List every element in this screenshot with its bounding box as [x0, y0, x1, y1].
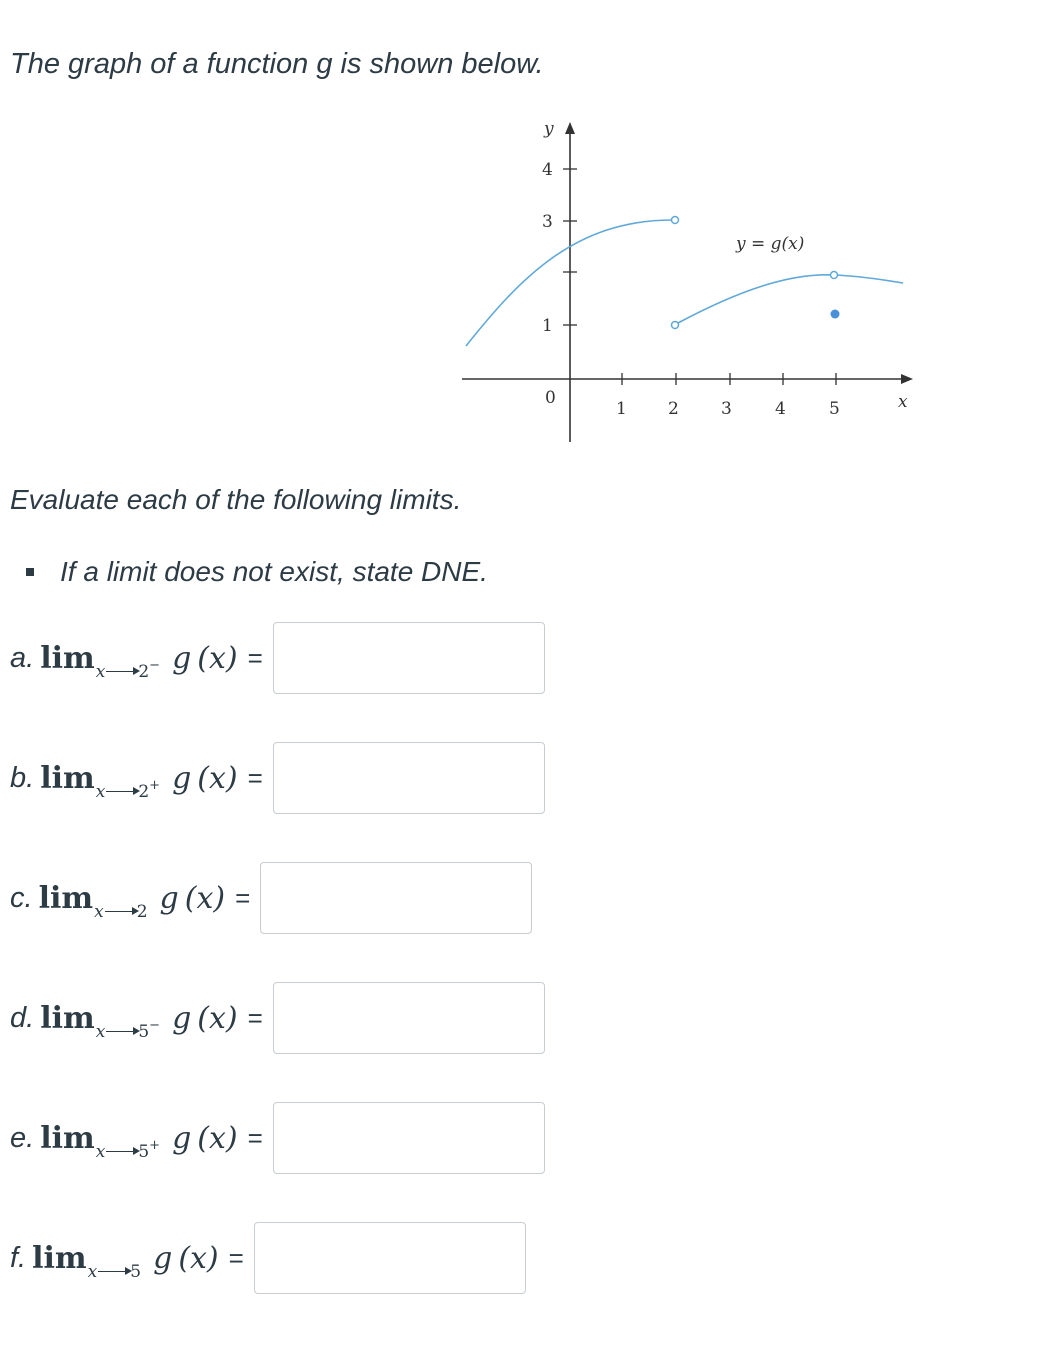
- function-argument: (x): [178, 1240, 219, 1276]
- curve-left-piece: [466, 220, 672, 346]
- limit-expression: [40, 760, 238, 802]
- answer-input-f[interactable]: [254, 1222, 526, 1294]
- limit-variable: x: [95, 1021, 106, 1042]
- limit-side: +: [149, 777, 161, 793]
- lim-word: lim: [40, 1120, 95, 1156]
- limit-variable: x: [87, 1261, 98, 1282]
- lim-word: lim: [40, 1000, 95, 1036]
- lim-word: lim: [32, 1240, 87, 1276]
- arrow-icon: [106, 1151, 138, 1152]
- x-tick-label-2: 2: [668, 399, 679, 419]
- x-tick-label-4: 4: [775, 399, 786, 419]
- intro-text: The graph of a function g is shown below.: [10, 48, 544, 80]
- limit-subscript: [95, 777, 161, 802]
- x-tick-label-1: 1: [616, 399, 627, 419]
- lim-word: lim: [40, 760, 95, 796]
- y-axis-label: y: [544, 119, 554, 139]
- answer-input-c[interactable]: [260, 862, 532, 934]
- question-a: [10, 622, 545, 694]
- question-letter: a.: [10, 641, 35, 674]
- limit-side: −: [149, 1017, 161, 1033]
- y-axis-arrow: [565, 122, 575, 134]
- limit-variable: x: [95, 781, 106, 802]
- equals-sign: =: [247, 762, 263, 793]
- y-tick-label-4: 4: [542, 160, 553, 180]
- curve-label: y = g(x): [736, 234, 805, 254]
- limit-target: 2: [136, 901, 148, 922]
- limit-target: 2: [138, 661, 150, 682]
- question-letter: b.: [10, 761, 35, 794]
- y-tick-label-3: 3: [542, 212, 553, 232]
- function-argument: (x): [197, 1120, 238, 1156]
- question-f: [10, 1222, 526, 1294]
- limit-expression: [38, 880, 226, 922]
- function-argument: (x): [197, 760, 238, 796]
- question-letter: c.: [10, 881, 33, 914]
- limit-expression: [40, 640, 238, 682]
- limit-target: 2: [138, 781, 150, 802]
- limit-side: +: [149, 1137, 161, 1153]
- function-name: g: [172, 760, 192, 796]
- open-point-2-3: [672, 217, 679, 224]
- bullet-square-icon: [26, 568, 34, 576]
- equals-sign: =: [228, 1242, 244, 1273]
- limit-subscript: [88, 1262, 141, 1282]
- arrow-icon: [106, 791, 138, 792]
- arrow-icon: [106, 671, 138, 672]
- function-graph: [455, 115, 915, 450]
- limit-expression: [32, 1240, 219, 1282]
- x-axis-label: x: [898, 392, 908, 412]
- question-e: [10, 1102, 545, 1174]
- arrow-icon: [105, 911, 137, 912]
- function-argument: (x): [197, 640, 238, 676]
- y-tick-label-0: 0: [545, 388, 556, 408]
- y-tick-label-1: 1: [542, 316, 553, 336]
- x-axis-arrow: [901, 374, 913, 384]
- question-letter: e.: [10, 1121, 35, 1154]
- question-b: [10, 742, 545, 814]
- closed-point-5: [831, 310, 840, 319]
- limit-subscript: [95, 1017, 161, 1042]
- question-d: [10, 982, 545, 1054]
- limit-target: 5: [130, 1261, 142, 1282]
- question-c: [10, 862, 532, 934]
- limit-subscript: [95, 657, 161, 682]
- x-tick-label-5: 5: [829, 399, 840, 419]
- instructions-heading: Evaluate each of the following limits.: [10, 484, 462, 515]
- answer-input-b[interactable]: [273, 742, 545, 814]
- arrow-icon: [106, 1031, 138, 1032]
- instructions-bullet: [26, 556, 488, 588]
- limit-side: −: [149, 657, 161, 673]
- equals-sign: =: [247, 1002, 263, 1033]
- limit-expression: [40, 1000, 238, 1042]
- question-letter: d.: [10, 1001, 35, 1034]
- x-tick-label-3: 3: [721, 399, 732, 419]
- limit-variable: x: [95, 1141, 106, 1162]
- answer-input-a[interactable]: [273, 622, 545, 694]
- curve-right-piece: [678, 275, 903, 323]
- open-point-5: [831, 272, 838, 279]
- function-name: g: [172, 1000, 192, 1036]
- limit-variable: x: [95, 661, 106, 682]
- limit-target: 5: [138, 1021, 150, 1042]
- function-argument: (x): [184, 880, 226, 916]
- arrow-icon: [98, 1271, 130, 1272]
- equals-sign: =: [247, 642, 263, 673]
- bullet-text: If a limit does not exist, state DNE.: [60, 556, 488, 587]
- function-name: g: [153, 1240, 173, 1276]
- limit-subscript: [95, 1137, 161, 1162]
- limit-expression: [40, 1120, 238, 1162]
- limit-target: 5: [138, 1141, 150, 1162]
- function-name: g: [172, 640, 192, 676]
- function-name: g: [159, 880, 179, 916]
- equals-sign: =: [247, 1122, 263, 1153]
- function-argument: (x): [197, 1000, 238, 1036]
- limit-variable: x: [94, 901, 104, 922]
- answer-input-e[interactable]: [273, 1102, 545, 1174]
- equals-sign: =: [235, 882, 251, 913]
- limit-subscript: [94, 902, 147, 922]
- question-letter: f.: [10, 1241, 27, 1274]
- open-point-2-1: [672, 322, 679, 329]
- lim-word: lim: [38, 880, 94, 916]
- lim-word: lim: [40, 640, 95, 676]
- answer-input-d[interactable]: [273, 982, 545, 1054]
- function-name: g: [172, 1120, 192, 1156]
